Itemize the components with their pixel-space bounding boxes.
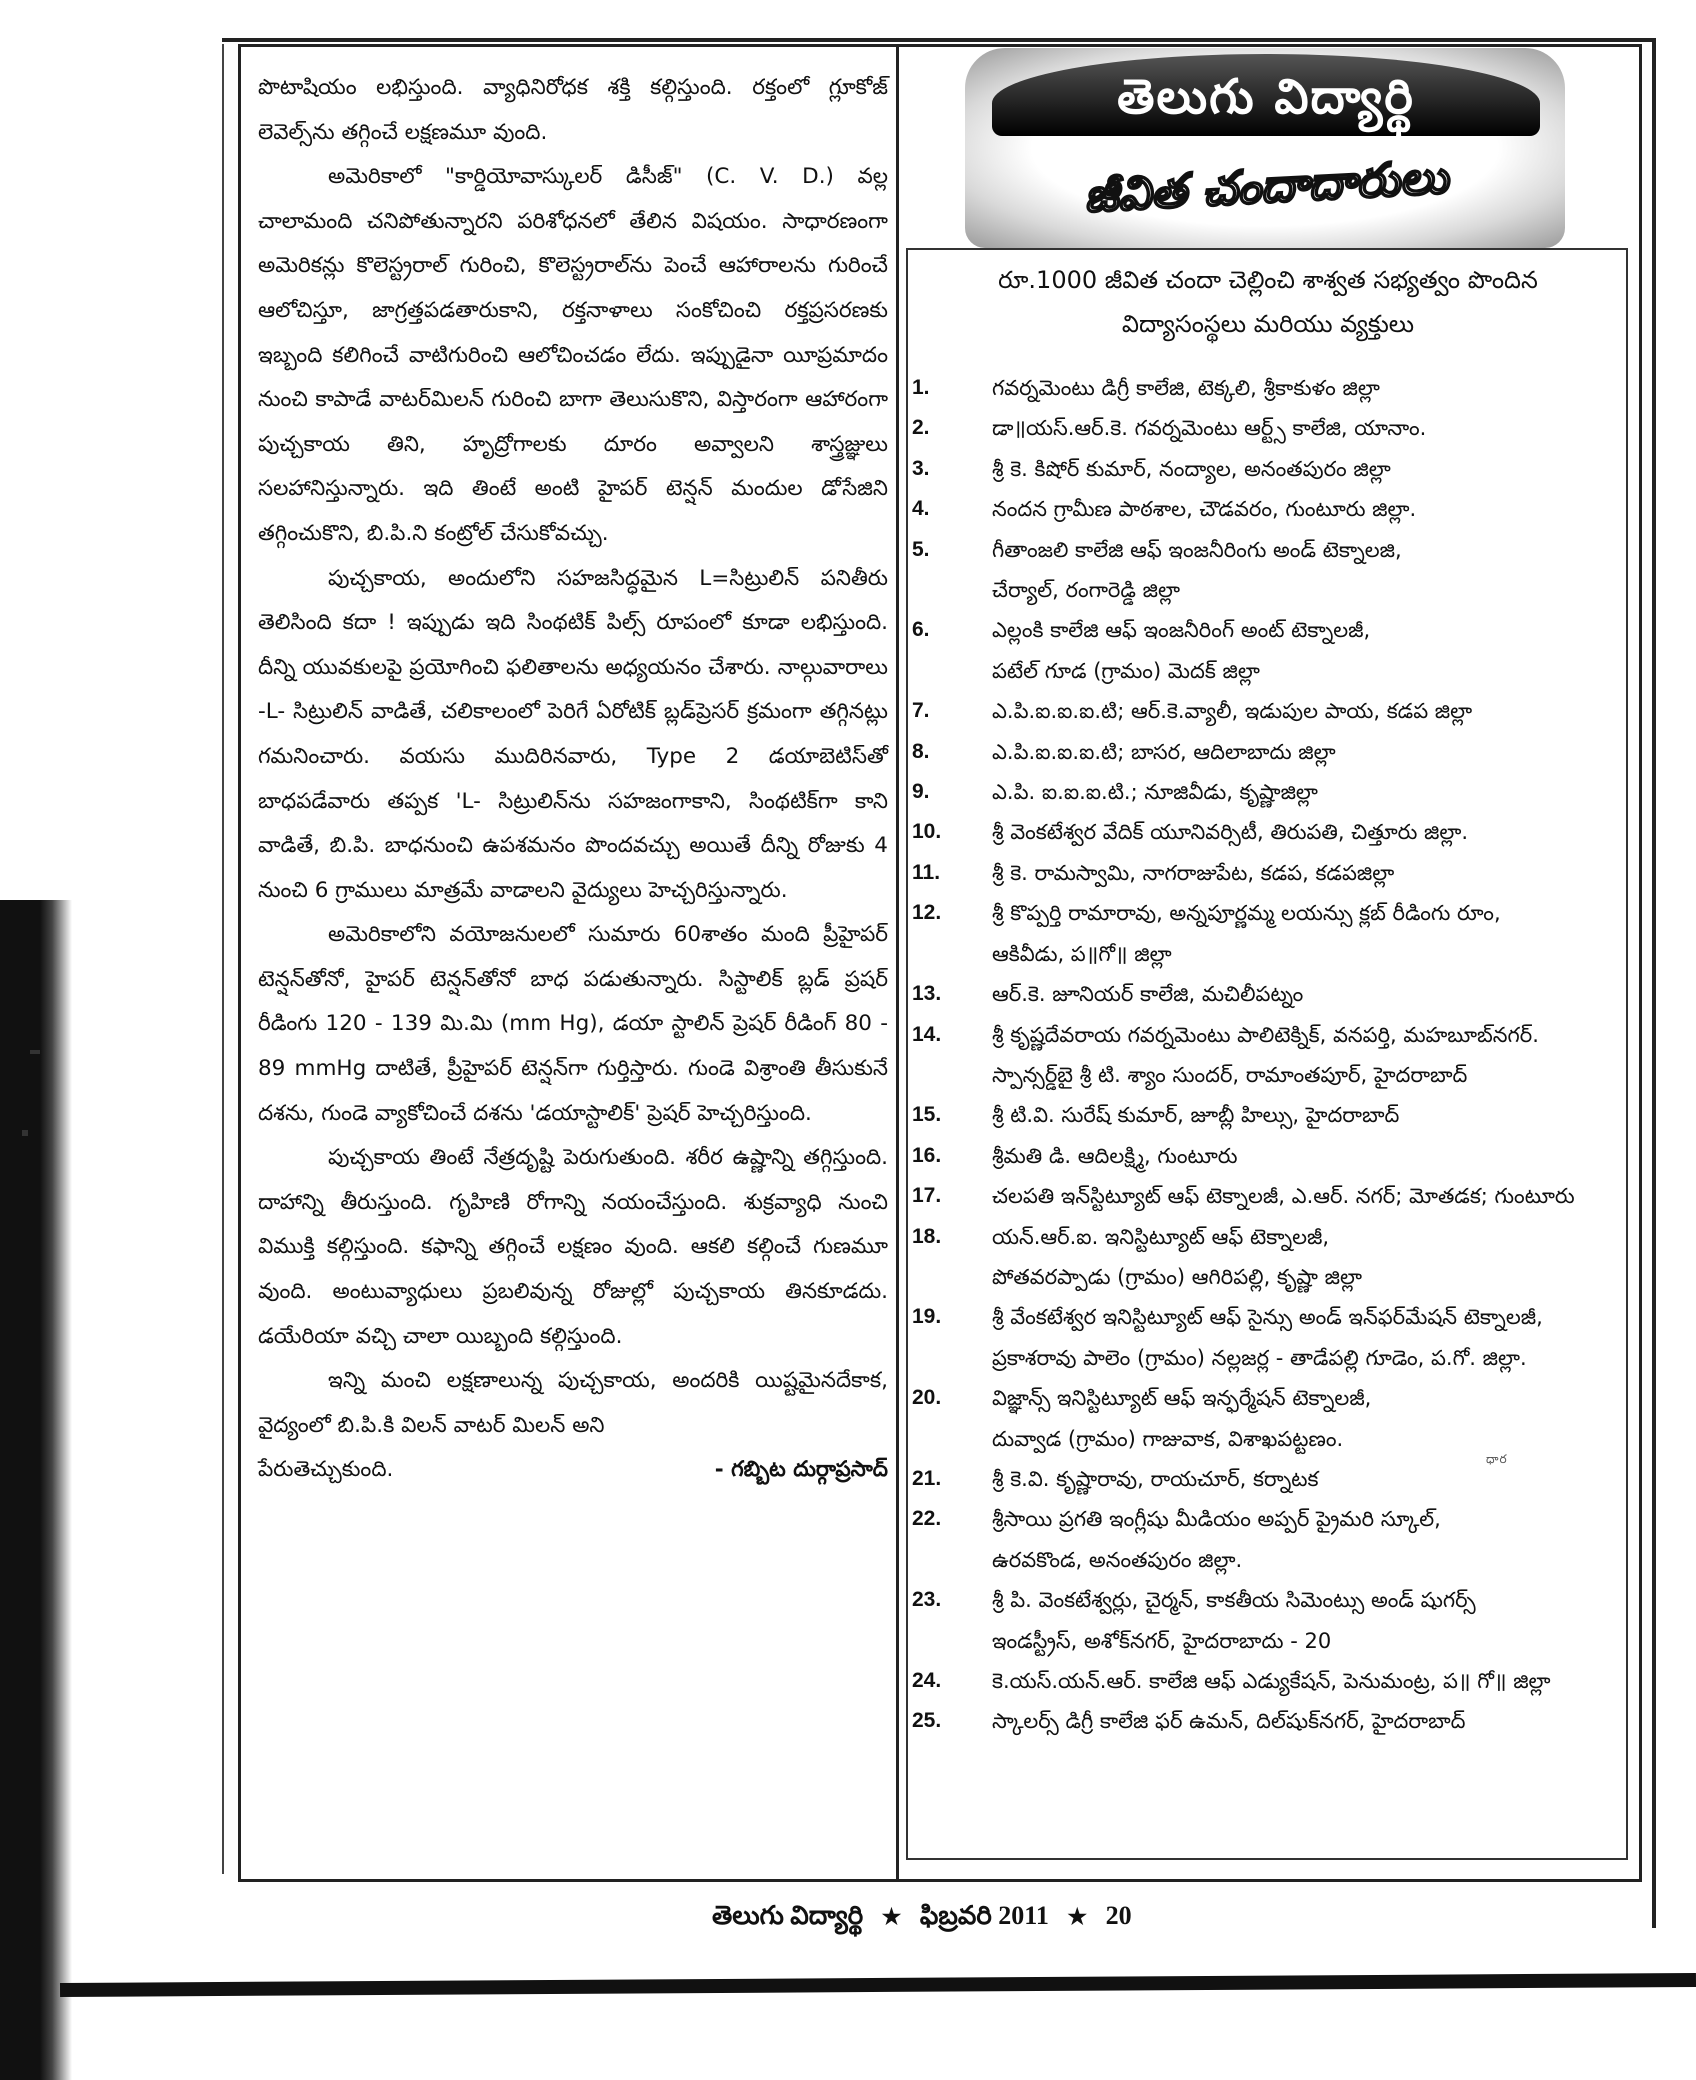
subscriber-line: శ్రీ కె. కిషోర్ కుమార్, నంద్యాల, అనంతపురం జిల్లా bbox=[992, 456, 1391, 481]
subscriber-details bbox=[992, 408, 1628, 448]
subscriber-line: శ్రీ కొప్పర్తి రామారావు, అన్నపూర్ణమ్మ లయన్సు క్లబ్ రీడింగు రూం, bbox=[992, 901, 1501, 926]
scan-bottom-edge bbox=[60, 1973, 1696, 1997]
subscriber-line: గీతాంజలి కాలేజి ఆఫ్ ఇంజనీరింగు అండ్ టెక్నాలజి, bbox=[992, 537, 1402, 562]
subscriber-item bbox=[912, 1176, 1628, 1216]
footer-star-icon: ★ bbox=[1067, 1904, 1088, 1929]
subscriber-item bbox=[912, 1499, 1628, 1580]
subscriber-line: ఎల్లంకి కాలేజి ఆఫ్ ఇంజనీరింగ్ అంట్ టెక్నాలజీ, bbox=[992, 618, 1371, 643]
subscriber-details bbox=[992, 974, 1628, 1014]
subscriber-details bbox=[992, 1217, 1628, 1298]
subscriber-details bbox=[992, 1176, 1628, 1216]
subscribers-heading-line: రూ.1000 జీవిత చందా చెల్లించి శాశ్వత సభ్యత్వం పొందిన bbox=[998, 266, 1538, 294]
subscriber-details bbox=[992, 1661, 1628, 1701]
subscriber-line: ఆకివీడు, ప॥గో॥ జిల్లా bbox=[992, 941, 1172, 966]
masthead-title: తెలుగు విద్యార్థి bbox=[1117, 69, 1415, 125]
subscribers-list bbox=[912, 368, 1628, 1742]
subscriber-item bbox=[912, 1297, 1628, 1378]
subscriber-number: 8. bbox=[912, 739, 930, 763]
subscriber-line: ఆర్.కె. జూనియర్ కాలేజి, మచిలీపట్నం bbox=[992, 982, 1304, 1007]
subscriber-item bbox=[912, 772, 1628, 812]
subscriber-line: దువ్వాడ (గ్రామం) గాజువాక, విశాఖపట్టణం. bbox=[992, 1426, 1344, 1451]
scan-speck bbox=[22, 1130, 28, 1136]
subscriber-line: శ్రీ టి.వి. సురేష్ కుమార్, జూబ్లీ హిల్సు, హైదరాబాద్ bbox=[992, 1103, 1400, 1128]
subscriber-line: చేర్యాల్, రంగారెడ్డి జిల్లా bbox=[992, 578, 1180, 603]
subscribers-heading bbox=[912, 258, 1624, 346]
footer-issue-date: ఫిబ్రవరి 2011 bbox=[919, 1901, 1049, 1930]
subscriber-number: 22. bbox=[912, 1507, 942, 1531]
subscriber-details bbox=[992, 1580, 1628, 1661]
subscriber-details bbox=[992, 772, 1628, 812]
subscriber-details bbox=[992, 1499, 1628, 1580]
subscriber-line: ఎ.పి. ఐ.ఐ.ఐ.టి.; నూజివీడు, కృష్ణాజిల్లా bbox=[992, 780, 1318, 805]
article-paragraph: పుచ్చకాయ తింటే నేత్రదృష్టి పెరుగుతుంది. శరీర ఉష్ణాన్ని తగ్గిస్తుంది. దాహాన్ని తీరుస్తుంది. గృహిణి రోగాన్ని నయంచేస్తుంది. శుక్రవ్యాధి నుంచి విముక్తి కల్గిస్తుంది. కఫాన్ని తగ్గించే లక్షణం వుంది. ఆకలి కల్గించే గుణమూ వుంది. అంటువ్యాధులు ప్రబలివున్న రోజుల్లో పుచ్చకాయ తినకూడదు. డయేరియా వచ్చి చాలా యిబ్బంది కల్గిస్తుంది. bbox=[258, 1145, 888, 1349]
subscriber-details bbox=[992, 893, 1628, 974]
article-paragraph: అమెరికాలోని వయోజనులలో సుమారు 60శాతం మంది ప్రీహైపర్ టెన్షన్‌తోనో, హైపర్ టెన్షన్‌తోనో బాధ పడుతున్నారు. సిస్టాలిక్ బ్లడ్ ప్రషర్ రీడింగు 120 - 139 మి.మి (mm Hg), డయా స్టాలిన్ ప్రెషర్ రీడింగ్ 80 - 89 mmHg దాటితే, ప్రీహైపర్ టెన్షన్‌గా గుర్తిస్తారు. గుండె విశ్రాంతి తీసుకునే దశను, గుండె వ్యాకోచించే దశను 'డయాస్టాలిక్' ప్రెషర్ హెచ్చరిస్తుంది. bbox=[258, 922, 888, 1126]
subscriber-details bbox=[992, 489, 1628, 529]
subscriber-details bbox=[992, 853, 1628, 893]
subscriber-line: స్పాన్సర్డ్‌బై శ్రీ టి. శ్యాం సుందర్, రామాంతపూర్, హైదరాబాద్ bbox=[992, 1062, 1468, 1087]
subscriber-number: 24. bbox=[912, 1669, 942, 1692]
footer-page-number: 20 bbox=[1105, 1901, 1132, 1930]
subscriber-line: ప్రకాశరావు పాలెం (గ్రామం) నల్లజర్ల - తాడేపల్లి గూడెం, ప.గో. జిల్లా. bbox=[992, 1345, 1527, 1370]
subscriber-line: శ్రీసాయి ప్రగతి ఇంగ్లీషు మీడియం అప్పర్ ప్రైమరి స్కూల్, bbox=[992, 1507, 1441, 1532]
subscriber-line: స్కాలర్స్ డిగ్రీ కాలేజి ఫర్ ఉమన్, దిల్‌షుక్‌నగర్, హైదరాబాద్ bbox=[992, 1709, 1466, 1734]
subscriber-item bbox=[912, 1136, 1628, 1176]
subscriber-number: 17. bbox=[912, 1184, 942, 1208]
subscriber-number: 16. bbox=[912, 1143, 942, 1167]
article-paragraph: ఇన్ని మంచి లక్షణాలున్న పుచ్చకాయ, అందరికి యిష్టమైనదేకాక, వైద్యంలో బి.పి.కి విలన్ వాటర్ మిలన్ అని bbox=[258, 1368, 888, 1438]
page-footer bbox=[712, 1897, 1232, 1936]
subscriber-line: యన్.ఆర్.ఐ. ఇనిస్టిట్యూట్ ఆఫ్ టెక్నాలజీ, bbox=[992, 1224, 1330, 1249]
subscriber-line: ఎ.పి.ఐ.ఐ.ఐ.టి; బాసర, ఆదిలాబాదు జిల్లా bbox=[992, 739, 1336, 764]
subscriber-item bbox=[912, 1378, 1628, 1459]
subscribers-heading-line: విద్యాసంస్థలు మరియు వ్యక్తులు bbox=[1121, 310, 1415, 338]
subscriber-number: 25. bbox=[912, 1709, 942, 1733]
ink-stamp-mark: ధార bbox=[1486, 1452, 1508, 1466]
subscriber-line: ఇండస్ట్రీస్, అశోక్‌నగర్, హైదరాబాదు - 20 bbox=[992, 1628, 1332, 1653]
subscriber-item bbox=[912, 974, 1628, 1014]
article-column bbox=[258, 66, 888, 1493]
subscriber-item bbox=[912, 1661, 1628, 1701]
subscriber-number: 15. bbox=[912, 1103, 942, 1127]
subscriber-details bbox=[992, 530, 1628, 611]
subscriber-line: కె.యస్.యన్.ఆర్. కాలేజి ఆఫ్ ఎడ్యుకేషన్, పెనుమంట్ర, ప॥ గో॥ జిల్లా bbox=[992, 1669, 1551, 1693]
subscriber-details bbox=[992, 1378, 1628, 1459]
subscriber-details bbox=[992, 1459, 1628, 1499]
subscriber-details bbox=[992, 368, 1628, 408]
subscriber-number: 2. bbox=[912, 416, 930, 440]
subscriber-line: శ్రీ కె. రామస్వామి, నాగరాజుపేట, కడప, కడపజిల్లా bbox=[992, 860, 1395, 885]
subscriber-number: 23. bbox=[912, 1588, 942, 1612]
subscriber-item bbox=[912, 530, 1628, 611]
subscriber-line: శ్రీమతి డి. ఆదిలక్ష్మి, గుంటూరు bbox=[992, 1143, 1238, 1168]
subscriber-item bbox=[912, 1095, 1628, 1135]
page-top-border bbox=[222, 38, 1654, 42]
subscriber-number: 20. bbox=[912, 1386, 942, 1410]
article-paragraph: పొటాషియం లభిస్తుంది. వ్యాధినిరోధక శక్తి కల్గిస్తుంది. రక్తంలో గ్లూకోజ్ లెవెల్స్‌ను తగ్గించే లక్షణమూ వుంది. bbox=[258, 75, 888, 145]
subscriber-item bbox=[912, 368, 1628, 408]
subscriber-line: శ్రీ కె.వి. కృష్ణారావు, రాయచూర్, కర్నాటక bbox=[992, 1466, 1319, 1491]
subscriber-details bbox=[992, 449, 1628, 489]
subscriber-item bbox=[912, 893, 1628, 974]
subscriber-details bbox=[992, 610, 1628, 691]
masthead-subtitle: జీవిత చందాదారులు bbox=[1082, 149, 1450, 223]
subscriber-number: 6. bbox=[912, 618, 930, 642]
subscriber-line: డా॥యస్.ఆర్.కె. గవర్నమెంటు ఆర్ట్స్ కాలేజి, యానాం. bbox=[992, 416, 1427, 441]
article-signature bbox=[258, 1448, 888, 1493]
subscriber-line: శ్రీ వేంకటేశ్వర ఇనిస్టిట్యూట్ ఆఫ్ సైన్సు అండ్ ఇన్‌ఫర్‌మేషన్ టెక్నాలజీ, bbox=[992, 1305, 1543, 1330]
article-paragraph: అమెరికాలో "కార్డియోవాస్కులర్ డిసీజ్" (C. V. D.) వల్ల చాలామంది చనిపోతున్నారని పరిశోధనలో తేలిన విషయం. సాధారణంగా అమెరికన్లు కొలెస్ట్రరాల్ గురించి, కొలెస్ట్రరాల్‌ను పెంచే ఆహారాలను గురించే ఆలోచిస్తూ, జాగ్రత్తపడతారుకాని, రక్తనాళాలు సంకోచించి రక్తప్రసరణకు ఇబ్బంది కలిగించే వాటిగురించి ఆలోచించడం లేదు. ఇప్పుడైనా యీప్రమాదం నుంచి కాపాడే వాటర్‌మిలన్ గురించి బాగా తెలుసుకొని, విస్తారంగా ఆహారంగా పుచ్చకాయ తిని, హృద్రోగాలకు దూరం అవ్వాలని శాస్త్రజ్ఞులు సలహానిస్తున్నారు. ఇది తింటే అంటి హైపర్ టెన్షన్ మందుల డోసేజిని తగ్గించుకొని, బి.పి.ని కంట్రోల్ చేసుకోవచ్చు. bbox=[258, 164, 888, 546]
subscriber-line: ఉరవకొండ, అనంతపురం జిల్లా. bbox=[992, 1547, 1243, 1572]
subscriber-number: 10. bbox=[912, 820, 942, 844]
article-closing-text: పేరుతెచ్చుకుంది. bbox=[258, 1457, 394, 1483]
subscriber-details bbox=[992, 1015, 1628, 1096]
subscriber-details bbox=[992, 732, 1628, 772]
subscriber-number: 4. bbox=[912, 497, 930, 521]
subscriber-line: నందన గ్రామీణ పాఠశాల, చౌడవరం, గుంటూరు జిల్లా. bbox=[992, 497, 1417, 522]
subscriber-number: 21. bbox=[912, 1466, 942, 1490]
subscriber-item bbox=[912, 1701, 1628, 1741]
subscriber-line: శ్రీ పి. వెంకటేశ్వర్లు, చైర్మన్, కాకతీయ సిమెంట్సు అండ్ షుగర్స్ bbox=[992, 1588, 1476, 1613]
subscriber-details bbox=[992, 1297, 1628, 1378]
scan-left-edge bbox=[0, 900, 72, 2080]
subscriber-item bbox=[912, 1459, 1628, 1499]
scan-speck bbox=[30, 1050, 40, 1054]
subscriber-line: గవర్నమెంటు డిగ్రీ కాలేజి, టెక్కలి, శ్రీకాకుళం జిల్లా bbox=[992, 376, 1380, 400]
subscriber-number: 19. bbox=[912, 1305, 942, 1329]
subscriber-item bbox=[912, 610, 1628, 691]
subscriber-item bbox=[912, 853, 1628, 893]
subscriber-details bbox=[992, 1701, 1628, 1741]
subscriber-line: శ్రీ వెంకటేశ్వర వేదిక్ యూనివర్సిటీ, తిరుపతి, చిత్తూరు జిల్లా. bbox=[992, 820, 1469, 845]
subscriber-item bbox=[912, 1217, 1628, 1298]
subscriber-number: 14. bbox=[912, 1022, 942, 1046]
subscriber-line: శ్రీ కృష్ణదేవరాయ గవర్నమెంటు పాలిటెక్నిక్, వనపర్తి, మహబూబ్‌నగర్. bbox=[992, 1022, 1539, 1047]
subscriber-item bbox=[912, 691, 1628, 731]
subscriber-item bbox=[912, 1580, 1628, 1661]
footer-star-icon: ★ bbox=[881, 1904, 902, 1929]
subscriber-line: ఎ.పి.ఐ.ఐ.ఐ.టి; ఆర్.కె.వ్యాలీ, ఇడుపుల పాయ, కడప జిల్లా bbox=[992, 699, 1473, 724]
subscriber-item bbox=[912, 812, 1628, 852]
subscriber-details bbox=[992, 812, 1628, 852]
subscriber-line: చలపతి ఇన్‌స్టిట్యూట్ ఆఫ్ టెక్నాలజీ, ఎ.ఆర్. నగర్; మోతడక; గుంటూరు bbox=[992, 1184, 1575, 1209]
subscriber-number: 5. bbox=[912, 537, 930, 561]
subscriber-number: 13. bbox=[912, 982, 942, 1006]
footer-magazine-name: తెలుగు విద్యార్థి bbox=[712, 1901, 864, 1930]
subscriber-number: 12. bbox=[912, 901, 942, 925]
subscriber-number: 9. bbox=[912, 780, 930, 804]
subscriber-line: పోతవరప్పాడు (గ్రామం) ఆగిరిపల్లి, కృష్ణా జిల్లా bbox=[992, 1264, 1362, 1289]
subscriber-item bbox=[912, 1015, 1628, 1096]
article-author: - గబ్బిట దుర్గాప్రసాద్ bbox=[714, 1457, 888, 1483]
subscriber-number: 3. bbox=[912, 456, 930, 480]
subscriber-number: 18. bbox=[912, 1224, 942, 1248]
subscriber-item bbox=[912, 408, 1628, 448]
subscriber-item bbox=[912, 732, 1628, 772]
article-paragraph: పుచ్చకాయ, అందులోని సహజసిద్ధమైన L=సిట్రులిన్ పనితీరు తెలిసింది కదా ! ఇప్పుడు ఇది సింథటిక్ పిల్స్ రూపంలో కూడా లభిస్తుంది. దీన్ని యువకులపై ప్రయోగించి ఫలితాలను అధ్యయనం చేశారు. నాల్గువారాలు -L- సిట్రులిన్ వాడితే, చలికాలంలో పెరిగే ఏరోటిక్ బ్లడ్‌ప్రెసర్ క్రమంగా తగ్గినట్లు గమనించారు. వయసు ముదిరినవారు, Type 2 డయాబెటిస్‌తో బాధపడేవారు తప్పక 'L- సిట్రులిన్‌ను సహజంగాకాని, సింథటిక్‌గా కాని వాడితే, బి.పి. బాధనుంచి ఉపశమనం పొందవచ్చు అయితే దీన్ని రోజుకు 4 నుంచి 6 గ్రాములు మాత్రమే వాడాలని వైద్యులు హెచ్చరిస్తున్నారు. bbox=[258, 565, 888, 903]
subscriber-number: 1. bbox=[912, 376, 930, 399]
subscriber-line: విజ్ఞాన్స్ ఇనిస్టిట్యూట్ ఆఫ్ ఇన్ఫర్మేషన్ టెక్నాలజీ, bbox=[992, 1386, 1372, 1411]
subscriber-item bbox=[912, 449, 1628, 489]
subscriber-number: 7. bbox=[912, 699, 930, 723]
subscriber-item bbox=[912, 489, 1628, 529]
subscriber-number: 11. bbox=[912, 860, 941, 884]
subscriber-details bbox=[992, 1136, 1628, 1176]
subscriber-details bbox=[992, 691, 1628, 731]
subscriber-line: పటేల్ గూడ (గ్రామం) మెదక్ జిల్లా bbox=[992, 658, 1260, 683]
column-divider bbox=[896, 44, 899, 1882]
subscriber-details bbox=[992, 1095, 1628, 1135]
